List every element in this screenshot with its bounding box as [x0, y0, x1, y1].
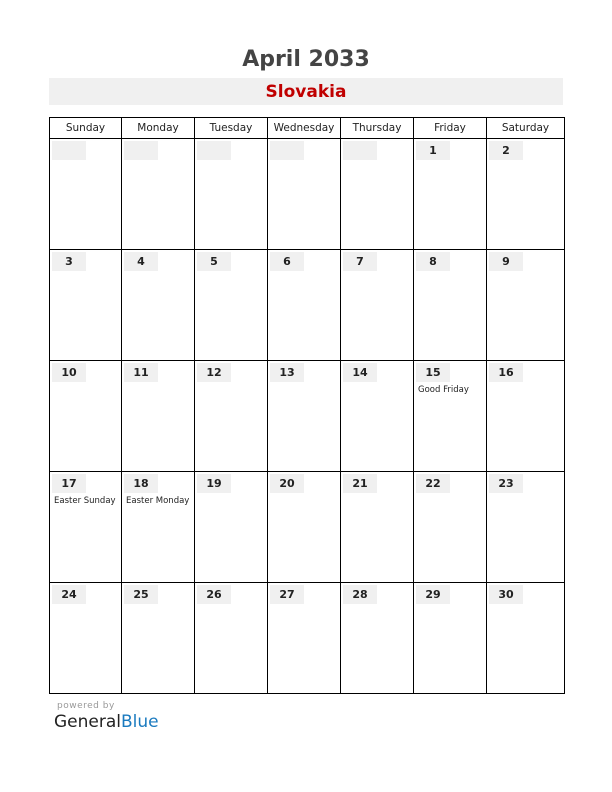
day-cell: [268, 583, 341, 694]
holiday-label: Good Friday: [418, 385, 469, 395]
day-number: 24: [52, 585, 86, 604]
day-number: 26: [197, 585, 231, 604]
generalblue-logo[interactable]: [54, 712, 159, 732]
day-cell: [195, 139, 268, 250]
day-cell: [122, 472, 195, 583]
day-number: 20: [270, 474, 304, 493]
logo-general: General: [54, 712, 121, 732]
day-cell: [487, 583, 565, 694]
day-number: [197, 141, 231, 160]
page-title: April 2033: [242, 47, 370, 72]
day-cell: [414, 361, 487, 472]
day-cell: [414, 583, 487, 694]
day-cell: [122, 583, 195, 694]
day-cell: [341, 361, 414, 472]
day-number: 7: [343, 252, 377, 271]
day-cell: [50, 139, 122, 250]
day-number: 8: [416, 252, 450, 271]
day-cell: [341, 472, 414, 583]
day-number: 15: [416, 363, 450, 382]
day-cell: [341, 250, 414, 361]
day-number: 9: [489, 252, 523, 271]
day-number: 18: [124, 474, 158, 493]
weekday-header: Monday: [122, 118, 195, 139]
day-number: 4: [124, 252, 158, 271]
day-cell: [414, 472, 487, 583]
powered-by: powered by: [57, 701, 115, 711]
day-cell: [122, 250, 195, 361]
day-number: 21: [343, 474, 377, 493]
day-cell: [50, 472, 122, 583]
calendar-grid: [49, 117, 565, 694]
day-number: 17: [52, 474, 86, 493]
day-cell: [487, 139, 565, 250]
day-cell: [487, 472, 565, 583]
day-cell: [414, 250, 487, 361]
day-cell: [268, 472, 341, 583]
weekday-header: Wednesday: [268, 118, 341, 139]
day-number: 22: [416, 474, 450, 493]
day-cell: [487, 361, 565, 472]
day-cell: [195, 250, 268, 361]
day-cell: [268, 139, 341, 250]
week-row: [50, 250, 565, 361]
day-number: 13: [270, 363, 304, 382]
day-cell: [414, 139, 487, 250]
day-cell: [50, 583, 122, 694]
day-number: 3: [52, 252, 86, 271]
day-cell: [122, 361, 195, 472]
day-number: 28: [343, 585, 377, 604]
weekday-header: Tuesday: [195, 118, 268, 139]
day-cell: [268, 250, 341, 361]
day-number: 5: [197, 252, 231, 271]
day-number: 23: [489, 474, 523, 493]
week-row: [50, 583, 565, 694]
day-number: 19: [197, 474, 231, 493]
day-number: [343, 141, 377, 160]
day-number: 1: [416, 141, 450, 160]
day-cell: [195, 583, 268, 694]
country-banner: Slovakia: [49, 78, 563, 105]
logo-blue: Blue: [121, 712, 159, 732]
weekday-header: Sunday: [50, 118, 122, 139]
day-cell: [341, 139, 414, 250]
day-cell: [195, 361, 268, 472]
day-number: 27: [270, 585, 304, 604]
day-cell: [195, 472, 268, 583]
week-row: [50, 472, 565, 583]
day-number: 6: [270, 252, 304, 271]
holiday-label: Easter Sunday: [54, 496, 116, 506]
day-number: 16: [489, 363, 523, 382]
day-number: 30: [489, 585, 523, 604]
weekday-header: Saturday: [487, 118, 565, 139]
day-number: [124, 141, 158, 160]
day-number: 2: [489, 141, 523, 160]
day-cell: [50, 250, 122, 361]
day-number: 25: [124, 585, 158, 604]
day-number: [52, 141, 86, 160]
day-cell: [122, 139, 195, 250]
weekday-header: Friday: [414, 118, 487, 139]
holiday-label: Easter Monday: [126, 496, 190, 506]
day-cell: [487, 250, 565, 361]
day-number: 14: [343, 363, 377, 382]
day-number: [270, 141, 304, 160]
week-row: [50, 361, 565, 472]
day-number: 29: [416, 585, 450, 604]
weekday-header: Thursday: [341, 118, 414, 139]
day-number: 10: [52, 363, 86, 382]
day-cell: [341, 583, 414, 694]
day-number: 11: [124, 363, 158, 382]
day-cell: [268, 361, 341, 472]
day-cell: [50, 361, 122, 472]
day-number: 12: [197, 363, 231, 382]
week-row: [50, 139, 565, 250]
